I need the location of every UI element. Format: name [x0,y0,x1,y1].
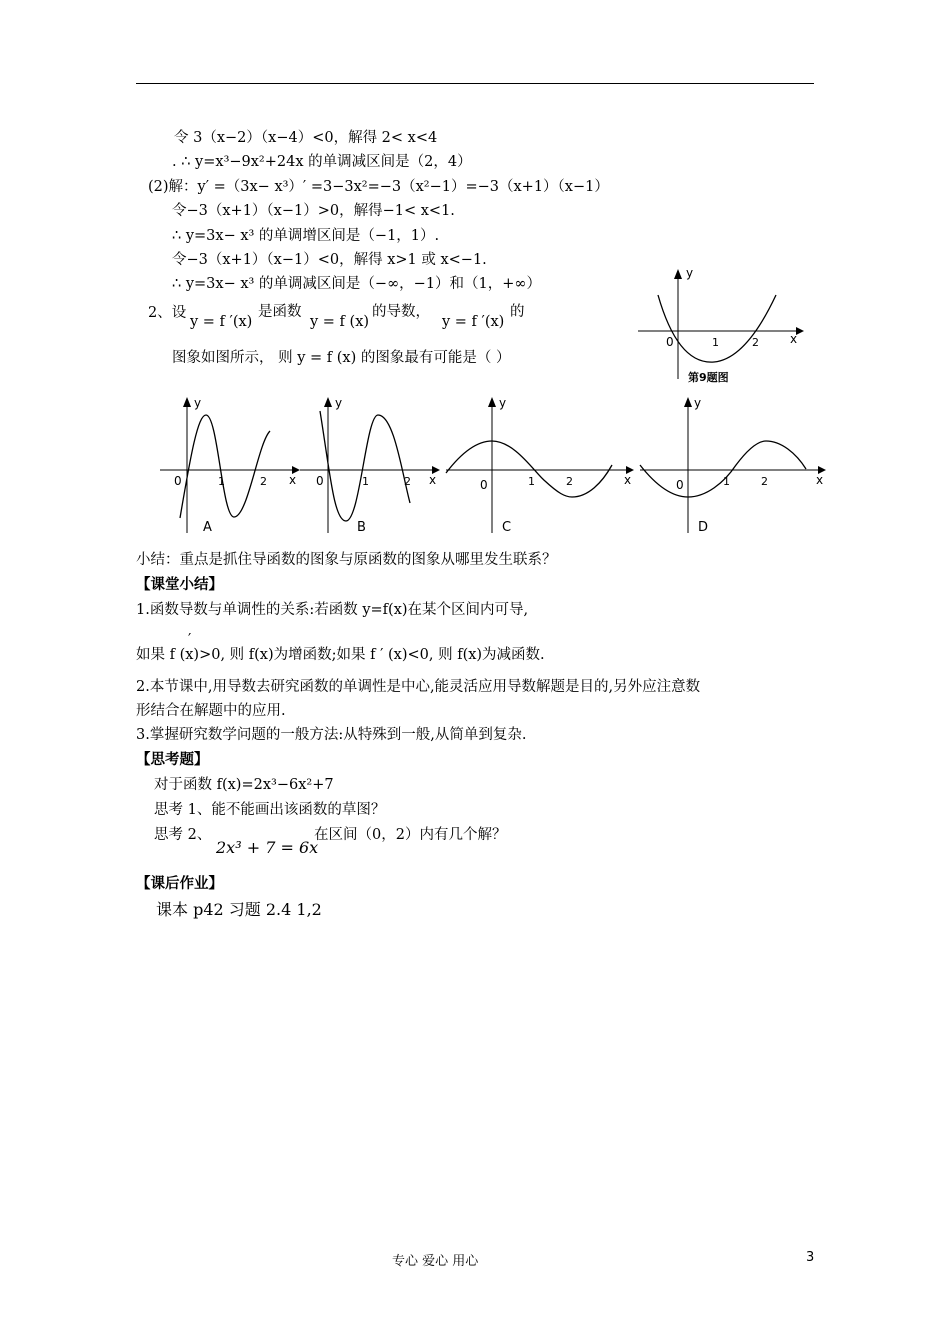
option-a-curve [180,415,270,518]
solution-line-5: ∴ y=3x− x³ 的单调增区间是（−1，1）. [172,228,440,244]
solution-line-3: (2)解：y′ =（3x− x³）′ =3−3x²=−3（x²−1）=−3（x+1）（x−1） [148,179,609,195]
option-c-label: C [502,520,512,535]
think-function: 对于函数 f(x)=2x³−6x²+7 [154,777,334,793]
option-c-tick-2: 2 [566,475,573,488]
option-b-origin: 0 [316,474,324,488]
question-2-text-f: 的 [510,304,525,320]
option-a-x-label: x [289,473,297,487]
option-a-tick-1: 1 [218,475,225,488]
summary-point-3: 3.掌握研究数学问题的一般方法:从特殊到一般,从简单到复杂. [136,727,527,743]
think-question-1: 思考 1、能不能画出该函数的草图？ [154,802,386,818]
solution-line-4: 令−3（x+1）（x−1）>0，解得−1< x<1. [172,203,455,219]
think-question-2-label: 思考 2、 [154,827,212,843]
option-c-graph [440,393,640,538]
tick-1-label: 1 [712,336,719,349]
question-2-formula-a: y = f ′(x) [190,314,253,330]
option-c-origin: 0 [480,478,488,492]
option-c-y-label: y [499,396,507,410]
option-a-label: A [203,520,212,535]
summary-point-2b: 形结合在解题中的应用. [136,703,286,719]
homework-text: 课本 p42 习题 2.4 1,2 [156,900,322,919]
option-a-origin: 0 [174,474,182,488]
figure-caption: 第9题图 [688,371,729,384]
x-axis-label: x [790,332,798,346]
tick-2-label: 2 [752,336,759,349]
question-2-number: 2、设 [148,305,187,321]
derivative-curve [658,295,776,362]
solution-line-1: 令 3（x−2）（x−4）<0，解得 2< x<4 [174,130,438,146]
origin-label: 0 [666,335,674,349]
think-question-2-text: 在区间（0，2）内有几个解？ [314,827,507,843]
question-2-text-b: 是函数 [258,304,302,320]
option-d-tick-2: 2 [761,475,768,488]
option-d-label: D [698,520,709,535]
solution-line-6: 令−3（x+1）（x−1）<0，解得 x>1 或 x<−1. [172,252,487,268]
option-b-curve [320,411,410,521]
option-b-graph [298,393,443,538]
question-2-text-d: 的导数， [372,304,430,320]
footer-motto: 专心 爱心 用心 [392,1254,479,1269]
option-b-label: B [357,520,366,535]
option-d-graph [636,393,836,538]
header-rule [136,83,814,84]
summary-point-1b: 如果 f (x)>0, 则 f(x)为增函数;如果 f ′ (x)<0, 则 f(x)为减函数. [136,647,545,663]
option-d-origin: 0 [676,478,684,492]
summary-line: 小结：重点是抓住导函数的图象与原函数的图象从哪里发生联系？ [136,552,557,568]
option-d-tick-1: 1 [723,475,730,488]
homework-heading: 【课后作业】 [136,876,223,892]
question-2-line-2: 图象如图所示， 则 y = f (x) 的图象最有可能是（ ） [172,350,511,366]
think-equation: 2x³ + 7 = 6x [216,838,319,857]
option-b-tick-1: 1 [362,475,369,488]
question-2-formula-c: y = f (x) [310,314,370,330]
option-b-y-label: y [335,396,343,410]
think-heading: 【思考题】 [136,752,209,768]
option-d-x-label: x [816,473,824,487]
option-a-y-label: y [194,396,202,410]
y-axis-arrow [674,269,682,279]
option-c-tick-1: 1 [528,475,535,488]
solution-line-7: ∴ y=3x− x³ 的单调减区间是（−∞，−1）和（1，+∞） [172,276,541,292]
option-b-x-label: x [429,473,437,487]
option-c-x-label: x [624,473,632,487]
derivative-graph [636,265,811,387]
page-number: 3 [806,1250,815,1265]
option-d-curve [640,441,806,497]
option-c-curve [446,441,612,497]
option-b-tick-2: 2 [404,475,411,488]
y-axis-label: y [686,266,694,280]
option-a-tick-2: 2 [260,475,267,488]
class-summary-heading: 【课堂小结】 [136,577,223,593]
x-axis-arrow [796,327,804,335]
summary-point-1: 1.函数导数与单调性的关系:若函数 y=f(x)在某个区间内可导, [136,602,529,618]
option-d-y-label: y [694,396,702,410]
option-a-graph [158,393,303,538]
summary-prime-mark: ′ [188,632,192,648]
solution-line-2: . ∴ y=x³−9x²+24x 的单调减区间是（2，4） [172,154,472,170]
summary-point-2a: 2.本节课中,用导数去研究函数的单调性是中心,能灵活应用导数解题是目的,另外应注意数 [136,679,701,695]
question-2-formula-e: y = f ′(x) [442,314,505,330]
